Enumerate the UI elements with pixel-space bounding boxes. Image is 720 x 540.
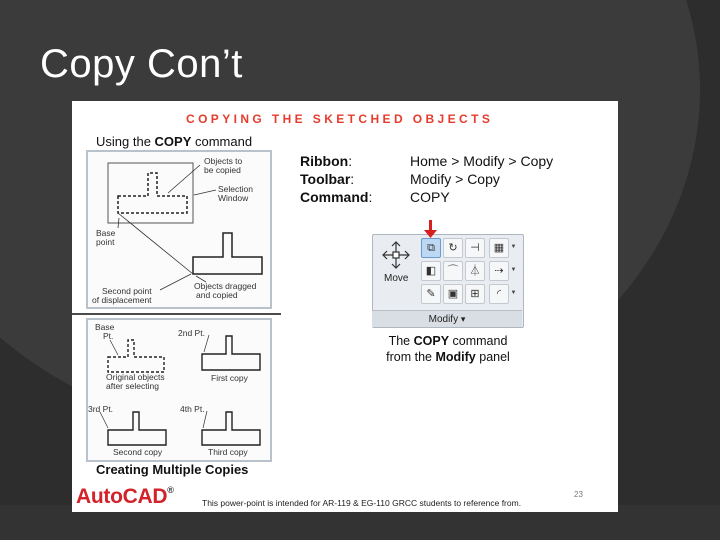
label-base-pt: Base Pt. bbox=[95, 322, 115, 341]
label-third-copy: Third copy bbox=[208, 447, 248, 457]
slide-title: Copy Con’t bbox=[40, 42, 243, 86]
offset-button[interactable]: ◜ bbox=[489, 284, 509, 304]
modify-panel-label[interactable]: Modify ▾ bbox=[372, 310, 522, 327]
multiple-copies-caption: Creating Multiple Copies bbox=[96, 462, 249, 477]
move-icon bbox=[383, 242, 409, 268]
mirror-button[interactable]: ⏃ bbox=[465, 261, 485, 281]
autocad-logo: AutoCAD® bbox=[76, 485, 174, 508]
extend-dropdown-arrow[interactable]: ▼ bbox=[510, 267, 517, 273]
copy-button[interactable]: ⧉ bbox=[421, 238, 441, 258]
label-3rd-pt: 3rd Pt. bbox=[88, 404, 114, 414]
array-dropdown-arrow[interactable]: ▼ bbox=[510, 244, 517, 250]
command-row-ribbon-value: Home > Modify > Copy bbox=[410, 153, 554, 169]
command-row-toolbar-value: Modify > Copy bbox=[410, 171, 500, 187]
command-row-ribbon-key: Ribbon: bbox=[300, 153, 353, 169]
label-4th-pt: 4th Pt. bbox=[180, 404, 205, 414]
panel-expand-arrow: ▾ bbox=[460, 314, 466, 324]
stretch-button[interactable]: ◧ bbox=[421, 261, 441, 281]
label-second-point: Second point of displacement bbox=[92, 286, 152, 305]
label-original-objects: Original objects after selecting bbox=[106, 372, 165, 391]
footer-note: This power-point is intended for AR-119 & EG-110 GRCC students to reference from. bbox=[202, 498, 522, 508]
fillet-button[interactable]: ⌒ bbox=[443, 261, 463, 281]
section-banner: COPYING THE SKETCHED OBJECTS bbox=[186, 112, 494, 126]
array-button[interactable]: ▦ bbox=[489, 238, 509, 258]
copy-pointer-arrow bbox=[424, 220, 437, 238]
extend-button[interactable]: ⇢ bbox=[489, 261, 509, 281]
move-button-label[interactable]: Move bbox=[384, 273, 409, 284]
label-selection-window: Selection Window bbox=[218, 184, 253, 203]
label-objects-to-be-copied: Objects to be copied bbox=[204, 156, 243, 175]
scale-button[interactable]: ⊞ bbox=[465, 284, 485, 304]
command-row-command-value: COPY bbox=[410, 189, 450, 205]
erase-button[interactable]: ✎ bbox=[421, 284, 441, 304]
label-first-copy: First copy bbox=[211, 373, 248, 383]
command-row-toolbar-key: Toolbar: bbox=[300, 171, 355, 187]
label-base-point: Base point bbox=[96, 228, 116, 247]
label-objects-dragged: Objects dragged and copied bbox=[194, 281, 257, 300]
label-2nd-pt: 2nd Pt. bbox=[178, 328, 205, 338]
figure-heading: Using the COPY command bbox=[96, 134, 253, 149]
trim-button[interactable]: ⊣ bbox=[465, 238, 485, 258]
ribbon-caption: The COPY command from the Modify panel bbox=[386, 334, 510, 364]
rotate-button[interactable]: ↻ bbox=[443, 238, 463, 258]
label-second-copy: Second copy bbox=[113, 447, 163, 457]
offset-dropdown-arrow[interactable]: ▼ bbox=[510, 290, 517, 296]
page-number: 23 bbox=[574, 490, 583, 499]
command-row-command-key: Command: bbox=[300, 189, 373, 205]
explode-button[interactable]: ▣ bbox=[443, 284, 463, 304]
